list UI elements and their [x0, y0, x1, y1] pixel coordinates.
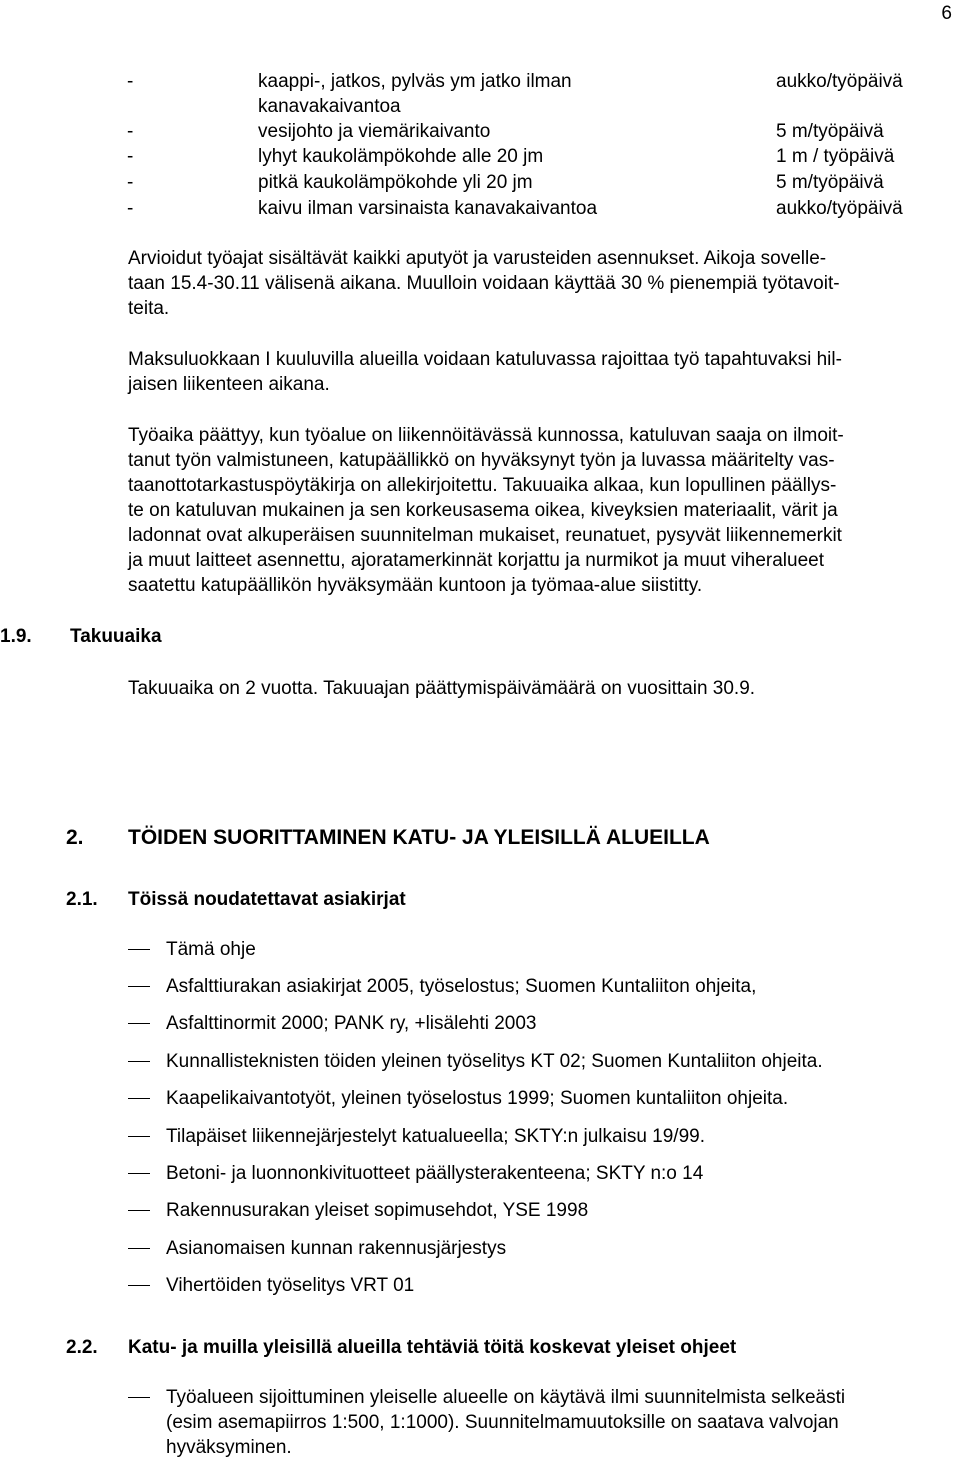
list-dash: [128, 1397, 150, 1398]
list-dash: [128, 949, 150, 950]
list-item: Tämä ohje: [166, 939, 256, 960]
paragraph-line: tanut työn valmistuneen, katupäällikkö on hyväksynyt työn ja luvassa määritelty vas-: [128, 450, 835, 471]
rate-value: aukko/työpäivä: [776, 198, 903, 219]
list-dash: [128, 1061, 150, 1062]
list-item-line: (esim asemapiirros 1:500, 1:1000). Suunnitelmamuutoksille on saatava valvojan: [166, 1412, 839, 1433]
rate-label: pitkä kaukolämpökohde yli 20 jm: [258, 172, 533, 193]
chapter-title: TÖIDEN SUORITTAMINEN KATU- JA YLEISILLÄ ALUEILLA: [128, 826, 710, 849]
chapter-number: 2.: [66, 826, 84, 849]
rate-dash: -: [127, 198, 134, 219]
paragraph-line: teita.: [128, 298, 170, 319]
list-dash: [128, 1136, 150, 1137]
list-dash: [128, 1285, 150, 1286]
rate-label-continued: kanavakaivantoa: [258, 96, 401, 117]
list-item: Kaapelikaivantotyöt, yleinen työselostus 1999; Suomen kuntaliiton ohjeita.: [166, 1088, 789, 1109]
warranty-text: Takuuaika on 2 vuotta. Takuuajan päättymispäivämäärä on vuosittain 30.9.: [128, 678, 756, 699]
paragraph-work-times: [128, 246, 956, 321]
list-item: Asfalttiurakan asiakirjat 2005, työselostus; Suomen Kuntaliiton ohjeita,: [166, 976, 757, 997]
paragraph-line: taanottotarkastuspöytäkirja on allekirjoitettu. Takuuaika alkaa, kun lopullinen päällys-: [128, 475, 837, 496]
section-title: Takuuaika: [70, 626, 162, 647]
paragraph-line: saatettu katupäällikön hyväksymään kuntoon ja työmaa-alue siistitty.: [128, 575, 703, 596]
page-number: 6: [941, 3, 952, 24]
list-item: Betoni- ja luonnonkivituotteet päällysterakenteena; SKTY n:o 14: [166, 1163, 704, 1184]
list-item: Vihertöiden työselitys VRT 01: [166, 1275, 415, 1296]
paragraph-work-end: [128, 423, 956, 598]
list-item: Asfalttinormit 2000; PANK ry, +lisälehti 2003: [166, 1013, 537, 1034]
list-dash: [128, 1098, 150, 1099]
rate-dash: -: [127, 121, 134, 142]
paragraph-payment-class: [128, 347, 956, 397]
list-dash: [128, 1023, 150, 1024]
paragraph-line: ja muut laitteet asennettu, ajoratamerkinnät korjattu ja nurmikot ja muut viheralueet: [128, 550, 824, 571]
rate-value: 5 m/työpäivä: [776, 172, 884, 193]
list-item-line: hyväksyminen.: [166, 1437, 292, 1458]
list-item: [166, 1385, 956, 1460]
paragraph-line: Arvioidut työajat sisältävät kaikki aputyöt ja varusteiden asennukset. Aikoja sovelle-: [128, 248, 827, 269]
rate-value: 5 m/työpäivä: [776, 121, 884, 142]
list-item: Kunnallisteknisten töiden yleinen työselitys KT 02; Suomen Kuntaliiton ohjeita.: [166, 1051, 823, 1072]
paragraph-line: jaisen liikenteen aikana.: [128, 374, 330, 395]
list-dash: [128, 1173, 150, 1174]
section-number: 1.9.: [0, 626, 32, 647]
rate-value: 1 m / työpäivä: [776, 146, 895, 167]
list-item-line: Työalueen sijoittuminen yleiselle alueelle on käytävä ilmi suunnitelmista selkeästi: [166, 1387, 846, 1408]
paragraph-line: te on katuluvan mukainen ja sen korkeusasema oikea, kiveyksien materiaalit, värit ja: [128, 500, 838, 521]
rate-label: lyhyt kaukolämpökohde alle 20 jm: [258, 146, 544, 167]
list-item: Asianomaisen kunnan rakennusjärjestys: [166, 1238, 507, 1259]
rate-label: kaappi-, jatkos, pylväs ym jatko ilman: [258, 71, 572, 92]
section-title: Töissä noudatettavat asiakirjat: [128, 889, 406, 910]
list-item: Rakennusurakan yleiset sopimusehdot, YSE 1998: [166, 1200, 589, 1221]
rate-dash: -: [127, 146, 134, 167]
section-title: Katu- ja muilla yleisillä alueilla tehtäviä töitä koskevat yleiset ohjeet: [128, 1337, 737, 1358]
paragraph-line: Maksuluokkaan I kuuluvilla alueilla voidaan katuluvassa rajoittaa työ tapahtuvaksi hil-: [128, 349, 842, 370]
rate-dash: -: [127, 172, 134, 193]
list-item: Tilapäiset liikennejärjestelyt katualueella; SKTY:n julkaisu 19/99.: [166, 1126, 705, 1147]
paragraph-line: taan 15.4-30.11 välisenä aikana. Muulloin voidaan käyttää 30 % pienempiä työtavoit-: [128, 273, 840, 294]
list-dash: [128, 1248, 150, 1249]
rate-label: vesijohto ja viemärikaivanto: [258, 121, 491, 142]
section-number: 2.2.: [66, 1337, 98, 1358]
section-number: 2.1.: [66, 889, 98, 910]
list-dash: [128, 986, 150, 987]
rate-dash: -: [127, 71, 134, 92]
paragraph-line: ladonnat ovat alkuperäisen suunnitelman mukaiset, reunatuet, pysyvät liikennemerkit: [128, 525, 842, 546]
paragraph-line: Työaika päättyy, kun työalue on liikennöitävässä kunnossa, katuluvan saaja on ilmoit-: [128, 425, 844, 446]
rate-label: kaivu ilman varsinaista kanavakaivantoa: [258, 198, 598, 219]
rate-value: aukko/työpäivä: [776, 71, 903, 92]
list-dash: [128, 1210, 150, 1211]
